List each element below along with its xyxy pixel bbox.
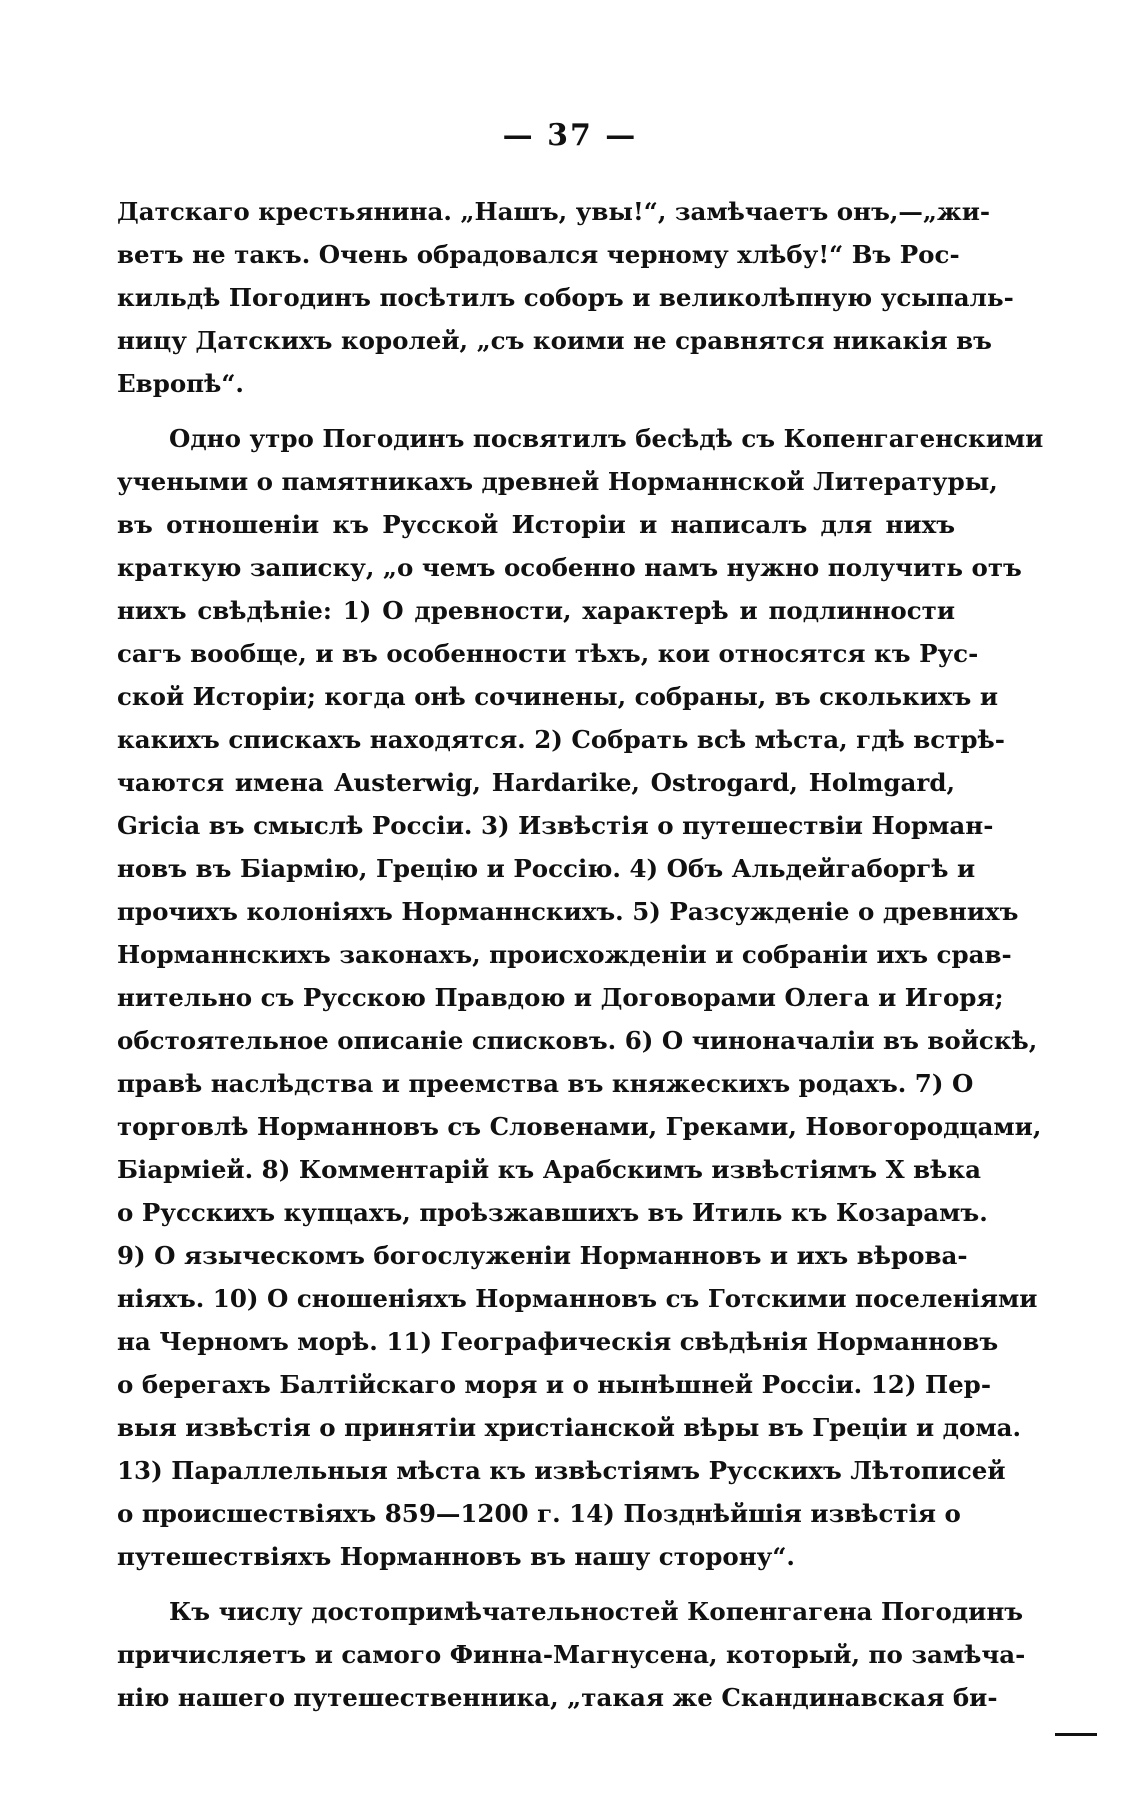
paragraph-3 [117, 1590, 1026, 1719]
text-line: на Черномъ морѣ. 11) Географическія свѣдѣнія Норманновъ [117, 1327, 999, 1356]
text-line: краткую записку, „о чемъ особенно намъ нужно получить отъ [117, 553, 1022, 582]
page-number: — 37 — [502, 118, 638, 153]
text-line: сагъ вообще, и въ особенности тѣхъ, кои относятся къ Рус- [117, 639, 979, 668]
text-line: нительно съ Русскою Правдою и Договорами Олега и Игоря; [117, 983, 1004, 1012]
text-line: Норманнскихъ законахъ, происхожденіи и собраніи ихъ срав- [117, 940, 1012, 969]
text-line: въ отношеніи къ Русской Исторіи и написалъ для нихъ [117, 510, 955, 539]
body-text [117, 190, 1044, 1719]
paragraph-1 [117, 190, 1014, 405]
text-line: торговлѣ Норманновъ съ Словенами, Греками, Новогородцами, [117, 1112, 1042, 1141]
text-line: кильдѣ Погодинъ посѣтилъ соборъ и великолѣпную усыпаль- [117, 283, 1014, 312]
text-line: ской Исторіи; когда онѣ сочинены, собраны, въ сколькихъ и [117, 682, 998, 711]
text-line: 9) О языческомъ богослуженіи Норманновъ и ихъ вѣрова- [117, 1241, 968, 1270]
text-line: путешествіяхъ Норманновъ въ нашу сторону“. [117, 1542, 795, 1571]
text-line: нихъ свѣдѣніе: 1) О древности, характерѣ и подлинности [117, 596, 955, 625]
text-line: Датскаго крестьянина. „Нашъ, увы!“, замѣчаетъ онъ,—„жи- [117, 197, 991, 226]
text-line: нію нашего путешественника, „такая же Скандинавская би- [117, 1683, 998, 1712]
text-line: причисляетъ и самого Финна-Магнусена, который, по замѣча- [117, 1640, 1026, 1669]
paragraph-2 [117, 417, 1044, 1578]
text-line: прочихъ колоніяхъ Норманнскихъ. 5) Разсужденіе о древнихъ [117, 897, 1019, 926]
text-line: какихъ спискахъ находятся. 2) Собрать всѣ мѣста, гдѣ встрѣ- [117, 725, 1005, 754]
text-line: Біарміей. 8) Комментарій къ Арабскимъ извѣстіямъ X вѣка [117, 1155, 981, 1184]
text-line: о происшествіяхъ 859—1200 г. 14) Позднѣйшія извѣстія о [117, 1499, 961, 1528]
text-line: ветъ не такъ. Очень обрадовался черному хлѣбу!“ Въ Рос- [117, 240, 960, 269]
text-line: о берегахъ Балтійскаго моря и о нынѣшней Россіи. 12) Пер- [117, 1370, 991, 1399]
text-line: Одно утро Погодинъ посвятилъ бесѣдѣ съ Копенгагенскими [169, 424, 1044, 453]
text-line: ницу Датскихъ королей, „съ коими не сравнятся никакія въ [117, 326, 992, 355]
text-line: обстоятельное описаніе списковъ. 6) О чиноначаліи въ войскѣ, [117, 1026, 1038, 1055]
text-line: ніяхъ. 10) О сношеніяхъ Норманновъ съ Готскими поселеніями [117, 1284, 1038, 1313]
text-line: чаются имена Austerwig, Hardarike, Ostrogard, Holmgard, [117, 768, 955, 797]
margin-rule [1055, 1733, 1097, 1736]
text-line: Gricia въ смыслѣ Россіи. 3) Извѣстія о путешествіи Норман- [117, 811, 994, 840]
text-line: новъ въ Біармію, Грецію и Россію. 4) Объ Альдейгаборгѣ и [117, 854, 976, 883]
text-line: 13) Параллельныя мѣста къ извѣстіямъ Русскихъ Лѣтописей [117, 1456, 1006, 1485]
text-line: Европѣ“. [117, 369, 244, 398]
text-line: Къ числу достопримѣчательностей Копенгагена Погодинъ [169, 1597, 1024, 1626]
text-line: учеными о памятникахъ древней Норманнской Литературы, [117, 467, 998, 496]
text-line: выя извѣстія о принятіи христіанской вѣры въ Греціи и дома. [117, 1413, 1022, 1442]
text-line: правѣ наслѣдства и преемства въ княжескихъ родахъ. 7) О [117, 1069, 974, 1098]
text-line: о Русскихъ купцахъ, проѣзжавшихъ въ Итиль къ Козарамъ. [117, 1198, 988, 1227]
